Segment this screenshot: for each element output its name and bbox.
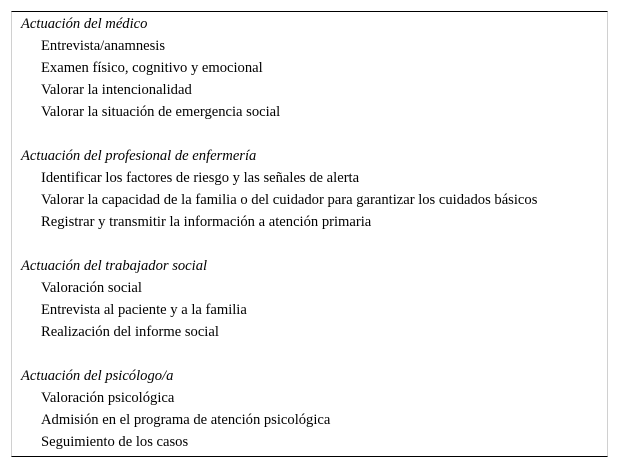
section-heading-psicologo: Actuación del psicólogo/a — [21, 368, 174, 384]
list-item: Valorar la capacidad de la familia o del cuidador para garantizar los cuidados básicos — [41, 192, 538, 208]
section-heading-enfermeria: Actuación del profesional de enfermería — [21, 148, 257, 164]
list-item: Admisión en el programa de atención psicológica — [41, 412, 331, 428]
list-item: Entrevista/anamnesis — [41, 38, 166, 54]
table-content — [21, 13, 607, 453]
section-spacer — [21, 343, 607, 365]
list-item: Entrevista al paciente y a la familia — [41, 302, 247, 318]
list-item: Valoración psicológica — [41, 390, 175, 406]
list-item: Valorar la situación de emergencia social — [41, 104, 281, 120]
list-item: Valorar la intencionalidad — [41, 82, 192, 98]
list-item: Identificar los factores de riesgo y las señales de alerta — [41, 170, 360, 186]
list-item: Seguimiento de los casos — [41, 434, 189, 450]
section-spacer — [21, 233, 607, 255]
list-item: Registrar y transmitir la información a atención primaria — [41, 214, 372, 230]
section-heading-trabajador-social: Actuación del trabajador social — [21, 258, 208, 274]
section-spacer — [21, 123, 607, 145]
list-item: Valoración social — [41, 280, 142, 296]
roles-table — [11, 11, 608, 457]
list-item: Examen físico, cognitivo y emocional — [41, 60, 263, 76]
list-item: Realización del informe social — [41, 324, 219, 340]
section-heading-medico: Actuación del médico — [21, 16, 148, 32]
